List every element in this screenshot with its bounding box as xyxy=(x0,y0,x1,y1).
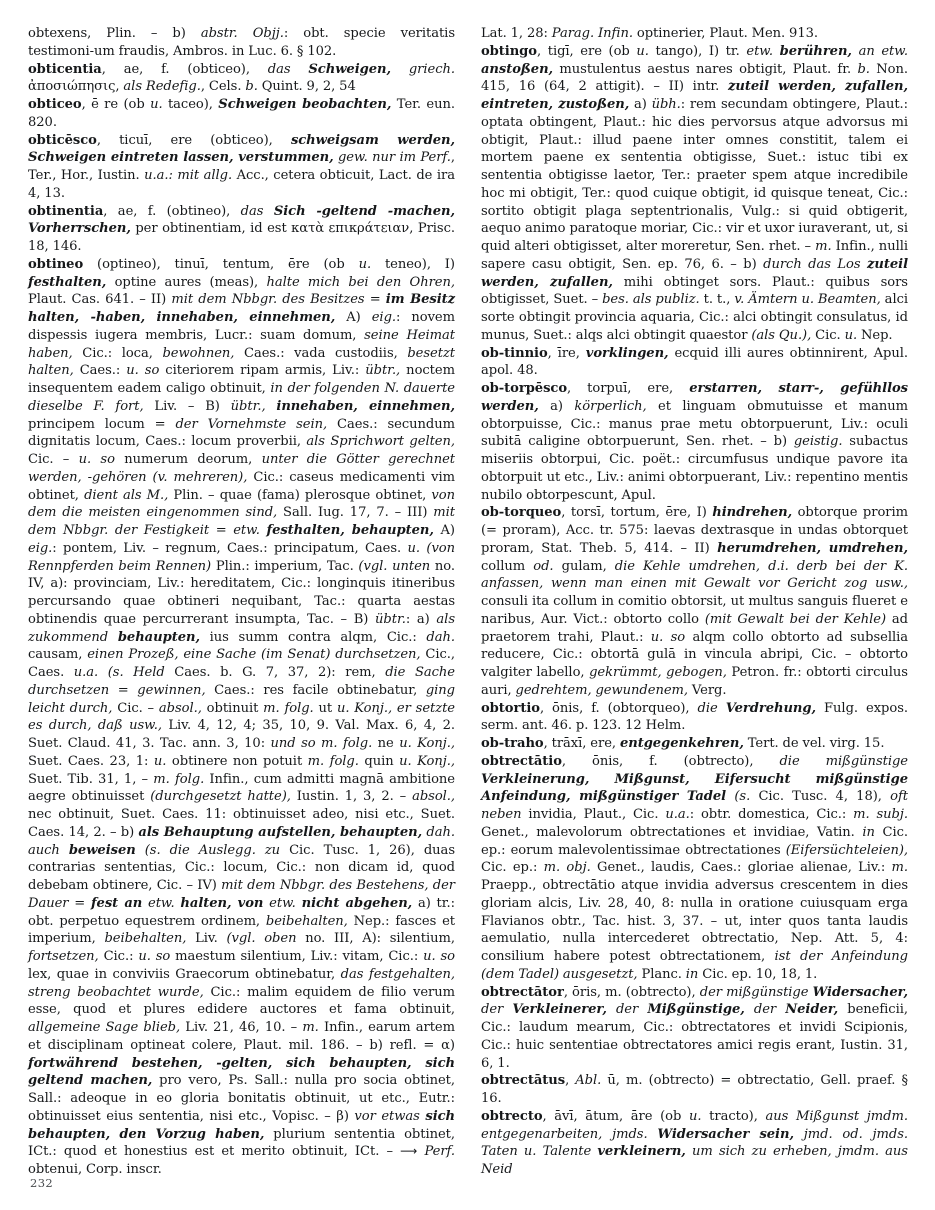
entry-obticeo: obticeo, ē re (ob u. taceo), Schweigen beobachten, Ter. eun. 820. xyxy=(28,97,456,130)
two-column-text-body xyxy=(28,25,908,1179)
entry-obticentia: obticentia, ae, f. (obticeo), das Schweigen, griech. ἀποσιώπησις, als Redefig., Cels. b. Quint. 9, 2, 54 xyxy=(28,61,455,95)
entry-ob-tinnio: ob-tinnio, īre, vorklingen, ecquid illi aures obtinnirent, Apul. apol. 48. xyxy=(481,345,908,379)
entry-obtrectatio: obtrectātio, ōnis, f. (obtrecto), die mißgünstige Verkleinerung, Mißgunst, Eifersucht mißgünstige Anfeindung, mißgünstiger Tadel (s. Cic. Tusc. 4, 18), oft neben invidia, Plaut., Cic. u.a.: obtr. domestica, Cic.: m. subj. Genet., malevolorum obtrectationes et invidiae, Vatin. in Cic. ep.: eorum malevolentissimae obtrectationes (Eifersüchteleien), Cic. ep.: m. obj. Genet., laudis, Caes.: gloriae alienae, Liv.: m. Praepp., obtrectātio atque invidia adversus crescentem in dies gloriam alcis, Liv. 28, 40, 8: nulla in oratione cuiusquam erga Flavianos obtr., Tac. hist. 3, 37. – ut, inter quos tanta laudis aemulatio, nulla intercederet obtrectatio, Nep. Att. 5, 4: consilium habere potest obtrectationem, ist der Anfeindung (dem Tadel) ausgesetzt, Planc. in Cic. ep. 10, 18, 1. xyxy=(481,753,908,982)
entry-obticesco: obticēsco, ticuī, ere (obticeo), schweigsam werden, Schweigen eintreten lassen, verstummen, gew. nur im Perf., Ter., Hor., Iustin. u.a.: mit allg. Acc., cetera obticuit, Lact. de ira 4, 13. xyxy=(28,132,455,201)
entry-obtrectatus: obtrectātus, Abl. ū, m. (obtrecto) = obtrectatio, Gell. praef. § 16. xyxy=(481,1073,908,1106)
page-number: 232 xyxy=(30,1176,54,1190)
entry-obtineo: obtineo (optineo), tinuī, tentum, ēre (ob u. teneo), I) festhalten, optine aures (meas), halte mich bei den Ohren, Plaut. Cas. 641. – II) mit dem Nbbgr. des Besitzes = im Besitz halten, -haben, innehaben, einnehmen, A) eig.: novem dispessis iugera membris, Lucr.: suam domum, seine Heimat haben, Cic.: loca, bewohnen, Caes.: vada custodiis, besetzt halten, Caes.: u. so citeriorem ripam armis, Liv.: übtr., noctem insequentem eadem caligo obtinuit, in der folgenden N. dauerte dieselbe F. fort, Liv. – B) übtr., innehaben, einnehmen, principem locum = der Vornehmste sein, Caes.: secundum dignitatis locum, Caes.: locum proverbii, als Sprichwort gelten, Cic. – u. so numerum deorum, unter die Götter gerechnet werden, -gehören (v. mehreren), Cic.: caseus medicamenti vim obtinet, dient als M., Plin. – quae (fama) plerosque obtinet, von dem die meisten eingenommen sind, Sall. Iug. 17, 7. – III) mit dem Nbbgr. der Festigkeit = etw. festhalten, behaupten, A) eig.: pontem, Liv. – regnum, Caes.: principatum, Caes. u. (von Rennpferden beim Rennen) Plin.: imperium, Tac. (vgl. unten no. IV, a): provinciam, Liv.: hereditatem, Cic.: longinquis itineribus percursando quae obtineri nequibant, Tac.: quarta aestas obtinendis quae percurrerant insumpta, Tac. – B) übtr.: a) als zukommend behaupten, ius summ contra alqm, Cic.: dah. causam, einen Prozeß, eine Sache (im Senat) durchsetzen, Cic., Caes. u.a. (s. Held Caes. b. G. 7, 37, 2): rem, die Sache durchsetzen = gewinnen, Caes.: res facile obtinebatur, ging leicht durch, Cic. – absol., obtinuit m. folg. ut u. Konj., er setzte es durch, daß usw., Liv. 4, 12, 4; 35, 10, 9. Val. Max. 6, 4, 2. Suet. Claud. 41, 3. Tac. ann. 3, 10: und so m. folg. ne u. Konj., Suet. Caes. 23, 1: u. obtinere non potuit m. folg. quin u. Konj., Suet. Tib. 31, 1, – m. folg. Infin., cum admitti magnā ambitione aegre obtinuisset (durchgesetzt hatte), Iustin. 1, 3, 2. – absol., nec obtinuit, Suet. Caes. 11: obtinuisset adeo, nisi etc., Suet. Caes. 14, 2. – b) als Behauptung aufstellen, behaupten, dah. auch beweisen (s. die Auslegg. zu Cic. Tusc. 1, 26), duas contrarias sententias, Cic.: locum, Cic.: non dicam id, quod debebam obtinere, Cic. – IV) mit dem Nbbgr. des Bestehens, der Dauer = fest an etw. halten, von etw. nicht abgehen, a) tr.: obt. perpetuo equestrem ordinem, beibehalten, Nep.: fasces et imperium, beibehalten, Liv. (vgl. oben no. III, A): silentium, fortsetzen, Cic.: u. so maestum silentium, Liv.: vitam, Cic.: u. so lex, quae in conviviis Graecorum obtinebatur, das festgehalten, streng beobachtet wurde, Cic.: malim equidem de filio verum esse, quod et plures edidere auctores et fama obtinuit, allgemeine Sage blieb, Liv. 21, 46, 10. – m. Infin., earum artem et disciplinam optineat colere, Plaut. mil. 186. – b) refl. = α) fortwährend bestehen, -gelten, sich behaupten, sich geltend machen, pro vero, Ps. Sall.: nulla pro socia obtinet, Sall.: adeoque in eo gloria bonitatis obtinuit, ut etc., Eutr.: obtinuisset eius sententia, nisi etc., Vopisc. – β) vor etwas sich behaupten, den Vorzug haben, plurium sententia obtinet, ICt.: quod et honestius est et merito obtinuit, ICt. – ⟶ Perf. obtenui, Corp. inscr. xyxy=(28,256,456,1177)
right-column xyxy=(481,25,908,1179)
entry-obtrectator: obtrectātor, ōris, m. (obtrecto), der mißgünstige Widersacher, der Verkleinerer, der Mißgünstige, der Neider, beneficii, Cic.: laudum mearum, Cic.: obtrectatores et invidi Scipionis, Cic.: huic sententiae obtrectatores amici regis erant, Iustin. 31, 6, 1. xyxy=(481,984,909,1071)
entry-obtexens-continued: obtexens, Plin. – b) abstr. Objj.: obt. specie veritatis testimoni‑um fraudis, Ambros. in Luc. 6. § 102. xyxy=(28,26,455,59)
entry-ob-traho: ob-traho, trāxī, ere, entgegenkehren, Tert. de vel. virg. 15. xyxy=(481,736,885,751)
entry-obtrecto: obtrecto, āvī, ātum, āre (ob u. tracto), aus Mißgunst jmdm. entgegenarbeiten, jmds. Widersacher sein, jmd. od. jmds. Taten u. Talente verkleinern, um sich zu erheben, jmdm. aus Neid xyxy=(481,1108,908,1177)
entry-obtortio: obtortio, ōnis, f. (obtorqueo), die Verdrehung, Fulg. expos. serm. ant. 46. p. 123. 12 Helm. xyxy=(481,700,908,734)
left-column xyxy=(28,25,455,1179)
entry-ob-torqueo: ob-torqueo, torsī, tortum, ēre, I) hindrehen, obtorque prorim (= proram), Acc. tr. 575: laevas dextrasque in undas obtorquet proram, Stat. Theb. 5, 414. – II) herumdrehen, umdrehen, collum od. gulam, die Kehle umdrehen, d.i. derb bei der K. anfassen, wenn man einen mit Gewalt vor Gericht zog usw., consuli ita collum in comitio obtorsit, ut multus sanguis flueret e naribus, Aur. Vict.: obtorto collo (mit Gewalt bei der Kehle) ad praetorem trahi, Plaut.: u. so alqm collo obtorto ad subsellia reducere, Cic.: obtortā gulā in vincula abripi, Cic. – obtorto valgiter labello, gekrümmt, gebogen, Petron. fr.: obtorti circulus auri, gedrehtem, gewundenem, Verg. xyxy=(481,505,909,698)
entry-obtingo: obtingo, tigī, ere (ob u. tango), I) tr. etw. berühren, an etw. anstoßen, mustulentus aestus nares obtigit, Plaut. fr. b. Non. 415, 16 (64, 2 attigit). – II) intr. zuteil werden, zufallen, eintreten, zustoßen, a) übh.: rem secundam obtingere, Plaut.: optata obtingent, Plaut.: hic dies pervorsus atque advorsus mi obtigit, Plaut.: illud paene inter omnes constitit, talem ei mortem paene ex sententia obtigisse, Suet.: istuc tibi ex sententia obtigisse laetor, Ter.: praeter spem atque incredibile hoc mi obtigit, Ter.: quod cuique obtigit, id quisque teneat, Cic.: sortito obtigit plaga septentrionalis, Vulg.: si quid obtigerit, aequo animo paratoque moriar, Cic.: vir et uxor iuraverant, ut, si quid alteri obtigisset, alter moreretur, Sen. rhet. – m. Infin., nulli sapere casu obtigit, Sen. ep. 76, 6. – b) durch das Los zuteil werden, zufallen, mihi obtinget sors. Plaut.: quibus sors obtigisset, Suet. – bes. als publiz. t. t., v. Ämtern u. Beamten, alci sorte obtingit provincia aquaria, Cic.: alci obtingit consulatus, id munus, Suet.: alqs alci obtingit quaestor (als Qu.), Cic. u. Nep. xyxy=(481,43,909,343)
entry-obtinentia: obtinentia, ae, f. (obtineo), das Sich -geltend -machen, Vorherrschen, per obtinentiam, id est κατὰ επικράτειαν, Prisc. 18, 146. xyxy=(28,203,455,254)
entry-ob-torpesco: ob-torpēsco, torpuī, ere, erstarren, starr-, gefühllos werden, a) körperlich, et linguam obmutuisse et manum obtorpuisse, Cic.: manus prae metu obtorpuerunt, Liv.: oculi subitā caligine obtorpuerunt, Sen. rhet. – b) geistig. subactus miseriis obtorpui, Cic. poët.: circumfusus undique pavore ita obtorpuit ut etc., Liv.: animi obtorpuerant, Liv.: repentino mentis nubilo obtorpescunt, Apul. xyxy=(481,381,908,503)
entry-lat-continued: Lat. 1, 28: Parag. Infin. optinerier, Plaut. Men. 913. xyxy=(481,26,819,41)
